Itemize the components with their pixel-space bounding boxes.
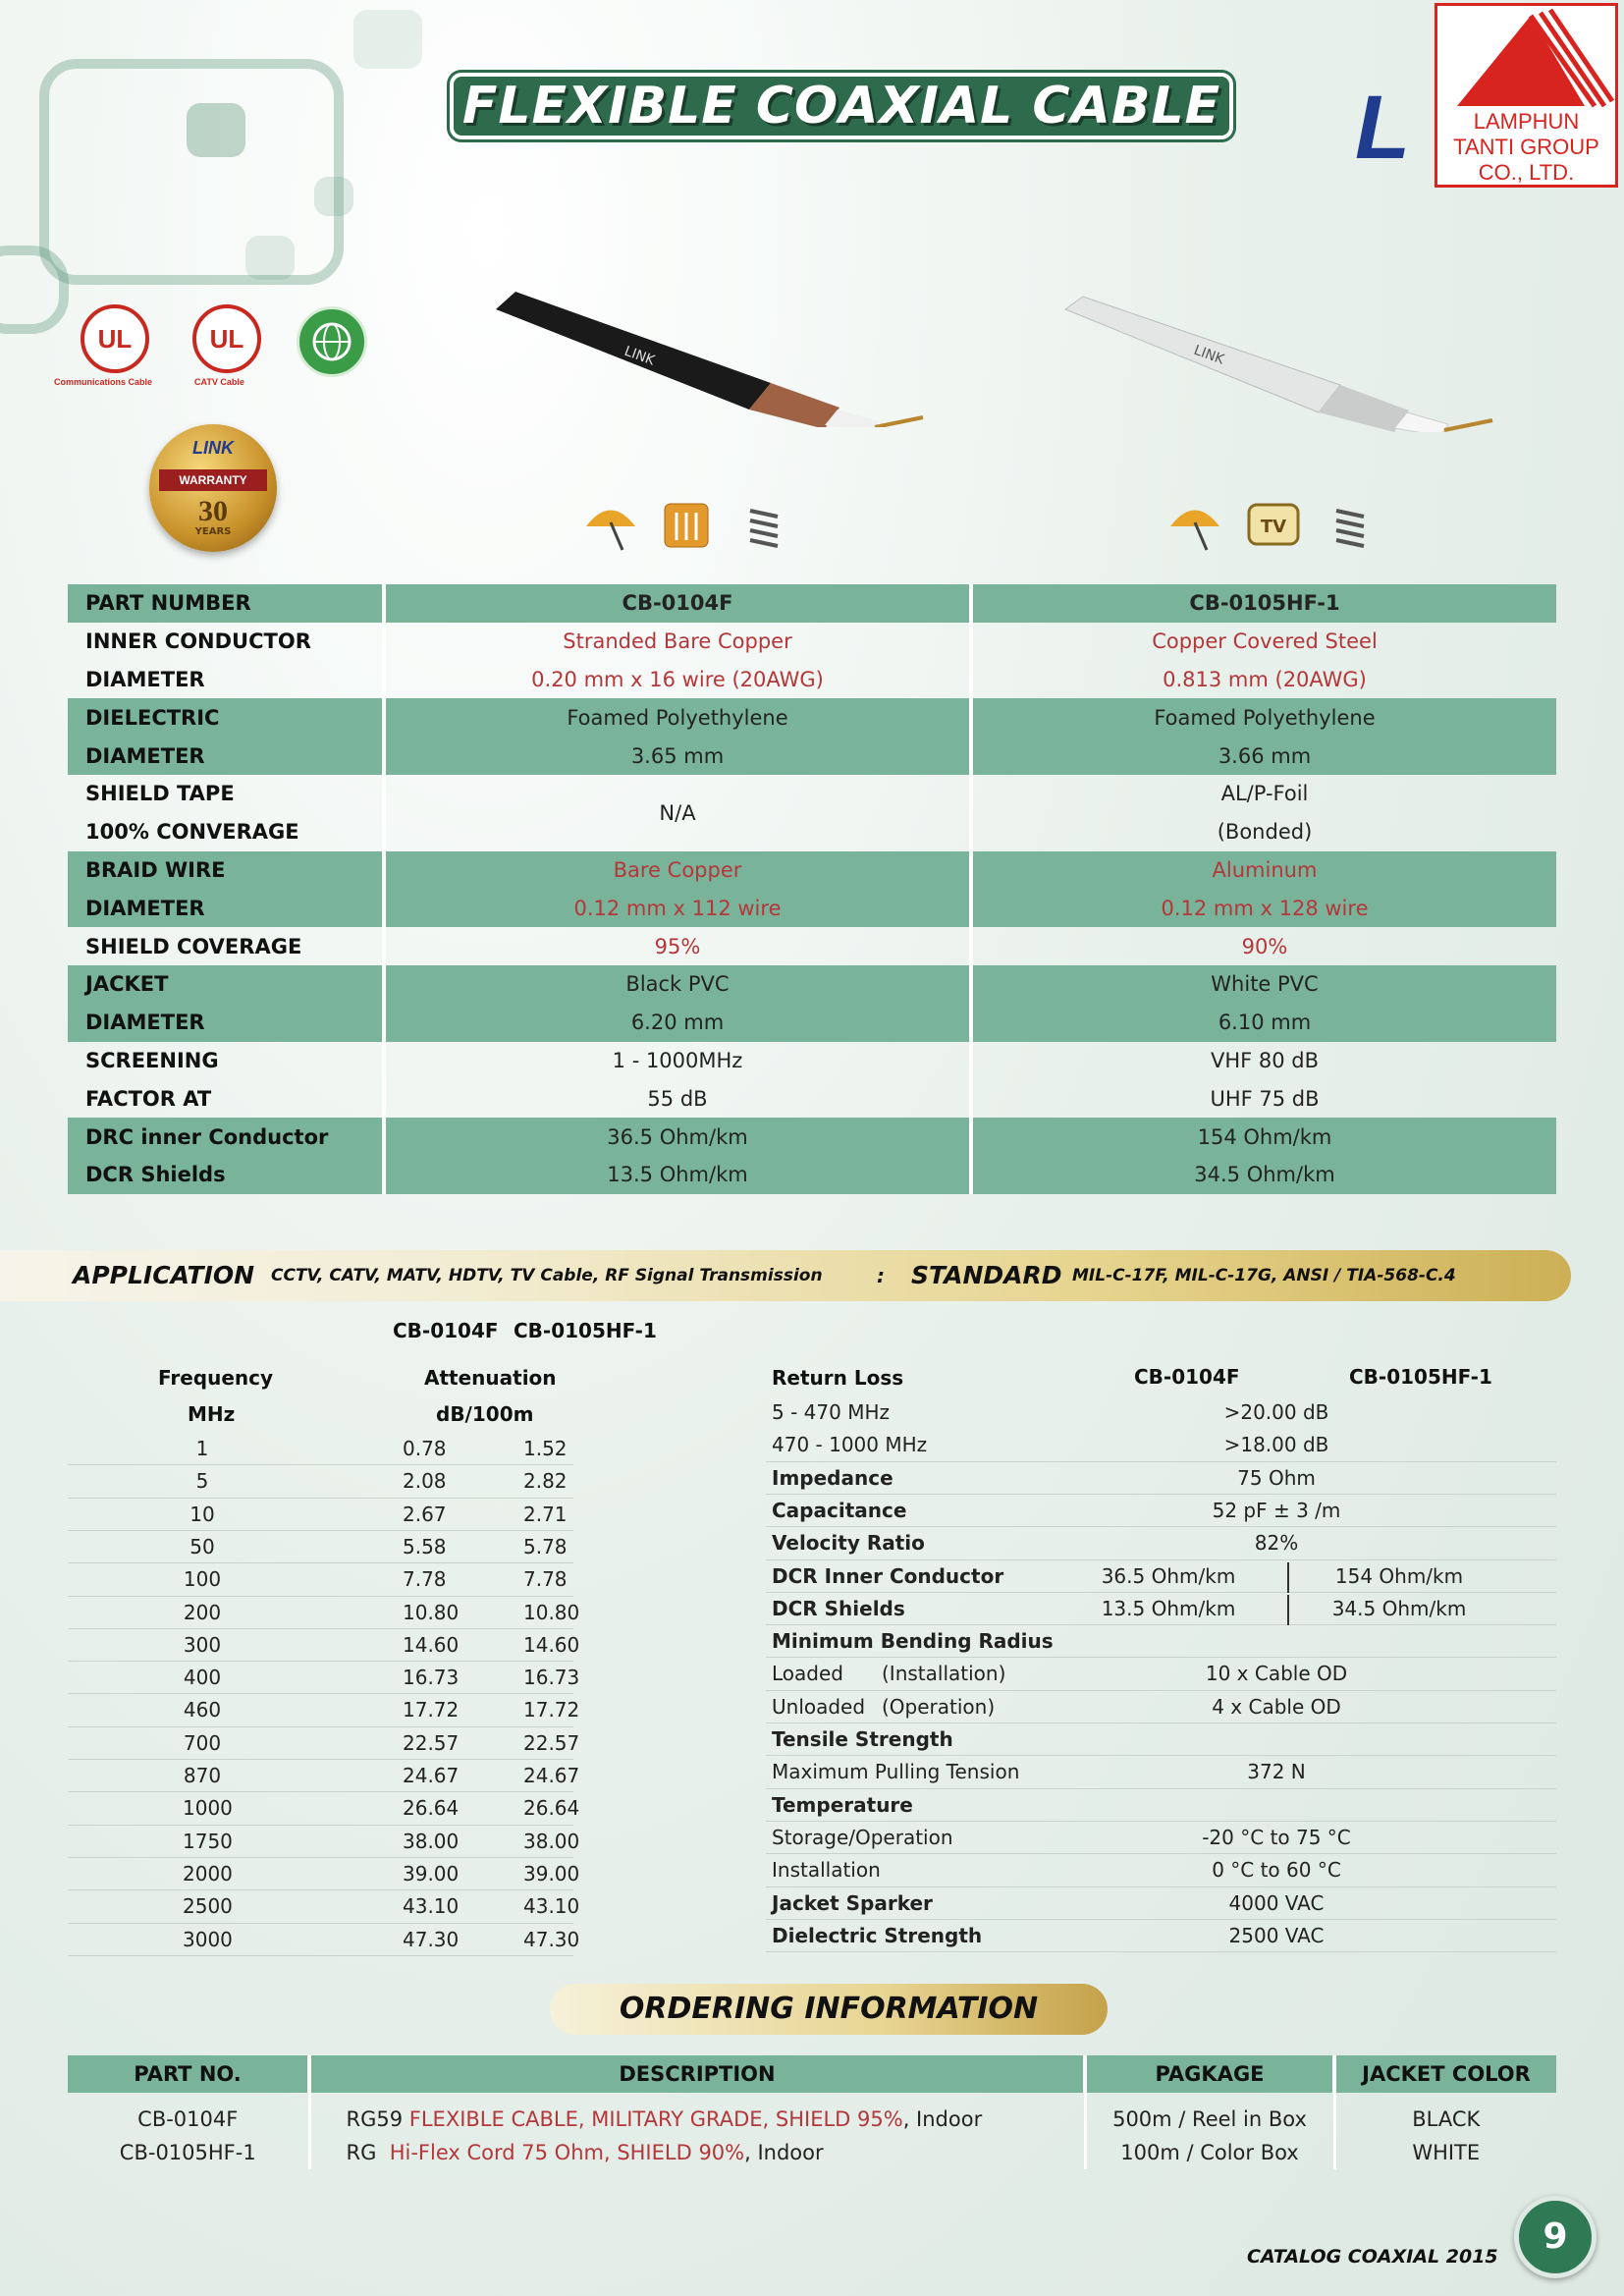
frequency-value: 870 (183, 1764, 222, 1787)
spec-value: 0.20 mm x 16 wire (20AWG) (384, 661, 971, 699)
attenuation-value-cb0105hf1: 39.00 (523, 1861, 580, 1886)
decor-frame (0, 246, 69, 334)
row-divider (68, 1726, 573, 1727)
property-value: 10 x Cable OD (1205, 1662, 1348, 1686)
warranty-label: WARRANTY (159, 469, 267, 491)
spec-value: 0.813 mm (20AWG) (971, 661, 1556, 699)
spec-value: (Bonded) (971, 813, 1556, 851)
spec-value: 3.65 mm (384, 737, 971, 775)
row-divider (68, 1661, 573, 1662)
description-suffix: , Indoor (744, 2141, 824, 2164)
cable-print: LINK (622, 343, 657, 369)
frequency-value: 3000 (183, 1927, 233, 1951)
row-divider (68, 1825, 573, 1826)
table-row (68, 2093, 1556, 2136)
frequency-value: 1000 (183, 1796, 233, 1821)
property-label: DCR Inner Conductor (772, 1563, 1004, 1588)
spec-label: FACTOR AT (85, 1086, 212, 1111)
spec-value: N/A (384, 775, 971, 851)
attenuation-value-cb0105hf1: 5.78 (523, 1534, 568, 1558)
column-label: PART NUMBER (68, 584, 384, 623)
spec-value: 55 dB (384, 1079, 971, 1118)
table-row (68, 851, 1556, 890)
row-divider (68, 1791, 573, 1792)
tv-icon (1247, 499, 1300, 548)
spec-value: 3.66 mm (971, 737, 1556, 775)
umbrella-icon (581, 499, 640, 553)
property-value: 2500 VAC (1228, 1923, 1325, 1947)
application-label: APPLICATION (73, 1261, 255, 1289)
property-value-cb0104f: 13.5 Ohm/km (1101, 1596, 1236, 1620)
property-value-cb0105hf1: 34.5 Ohm/km (1331, 1596, 1467, 1620)
page-title: FLEXIBLE COAXIAL CABLE (454, 77, 1229, 136)
standard-label: STANDARD (911, 1261, 1062, 1289)
spec-table (68, 584, 1556, 1194)
return-loss-header: Return Loss (772, 1366, 904, 1390)
black-cable-image (486, 290, 938, 427)
row-divider (68, 1923, 573, 1924)
table-row (68, 1079, 1556, 1118)
warranty-brand: LINK (192, 438, 234, 458)
description-suffix: , Indoor (902, 2107, 983, 2131)
frequency-value: 1750 (183, 1829, 233, 1853)
table-row (68, 1004, 1556, 1042)
row-divider (68, 1562, 573, 1563)
frequency-value: 2500 (183, 1894, 233, 1919)
frequency-value: 400 (183, 1666, 222, 1690)
attenuation-value-cb0104f: 17.72 (403, 1698, 460, 1722)
package: 500m / Reel in Box (1085, 2093, 1334, 2136)
frequency-value: 2000 (183, 1861, 233, 1886)
row-divider (68, 1628, 573, 1629)
property-value-cb0105hf1: 154 Ohm/km (1334, 1563, 1464, 1588)
spec-value: 0.12 mm x 128 wire (971, 889, 1556, 927)
property-value: 4000 VAC (1228, 1890, 1325, 1915)
column-header: JACKET COLOR (1334, 2055, 1556, 2093)
link-brand-logo: L (1355, 78, 1411, 178)
spec-value: 95% (384, 927, 971, 965)
page-number: 9 (1514, 2196, 1597, 2278)
decor-tile (314, 177, 353, 216)
spec-label: BRAID WIRE (68, 851, 384, 890)
spec-value: Copper Covered Steel (971, 623, 1556, 661)
attenuation-value-cb0105hf1: 26.64 (523, 1796, 580, 1821)
property-value: >18.00 dB (1223, 1433, 1329, 1457)
property-col-header: CB-0104F (1134, 1365, 1240, 1389)
company-name-line: CO., LTD. (1478, 160, 1575, 185)
property-label: DCR Shields (772, 1596, 905, 1620)
spec-value: 90% (971, 927, 1556, 965)
badge-caption: CATV Cable (194, 377, 244, 387)
model-header: CB-0104F (393, 1319, 499, 1342)
property-value: >20.00 dB (1223, 1400, 1329, 1424)
warranty-seal (149, 424, 277, 552)
attenuation-value-cb0105hf1: 47.30 (523, 1927, 580, 1951)
ul-badge-icon: UL (192, 304, 261, 373)
attenuation-value-cb0104f: 16.73 (403, 1666, 460, 1690)
attenuation-value-cb0104f: 14.60 (403, 1632, 460, 1657)
spec-label: DIAMETER (68, 889, 384, 927)
attenuation-value-cb0105hf1: 17.72 (523, 1698, 580, 1722)
table-header-row (68, 2055, 1556, 2093)
badge-caption: Communications Cable (54, 377, 153, 387)
application-bar (0, 1250, 1571, 1301)
table-row (68, 1118, 1556, 1156)
spec-label: DIAMETER (85, 667, 205, 691)
attenuation-value-cb0105hf1: 7.78 (523, 1567, 568, 1592)
property-value: 4 x Cable OD (1212, 1694, 1341, 1719)
property-value: 372 N (1247, 1760, 1306, 1784)
attenuation-unit: dB/100m (436, 1402, 534, 1426)
spec-value: UHF 75 dB (971, 1079, 1556, 1118)
property-label: Impedance (772, 1465, 893, 1490)
description-prefix: RG (346, 2141, 390, 2164)
spec-label: DIAMETER (68, 737, 384, 775)
property-sublabel: (Installation) (882, 1662, 1006, 1686)
attenuation-value-cb0104f: 26.64 (403, 1796, 460, 1821)
spec-value: 0.12 mm x 112 wire (384, 889, 971, 927)
application-separator: : (877, 1264, 885, 1287)
company-name-line: TANTI GROUP (1453, 135, 1599, 159)
attenuation-value-cb0105hf1: 10.80 (523, 1600, 580, 1624)
spec-label: DCR Shields (68, 1156, 384, 1194)
spec-label: SCREENING (85, 1048, 219, 1072)
property-label: 5 - 470 MHz (772, 1400, 890, 1424)
attenuation-value-cb0104f: 39.00 (403, 1861, 460, 1886)
spec-label: SHIELD TAPE (85, 782, 235, 806)
umbrella-icon (1165, 499, 1224, 553)
property-value-cb0104f: 36.5 Ohm/km (1101, 1563, 1236, 1588)
attenuation-header: Attenuation (424, 1366, 557, 1390)
row-divider (68, 1498, 573, 1499)
property-label: Temperature (772, 1792, 913, 1817)
property-label: Tensile Strength (772, 1727, 953, 1751)
property-value: 82% (1254, 1531, 1299, 1556)
description-highlight: Hi-Flex Cord 75 Ohm, SHIELD 90% (389, 2141, 745, 2164)
property-sublabel: (Operation) (882, 1694, 996, 1719)
attenuation-value-cb0104f: 43.10 (403, 1894, 460, 1919)
table-row (68, 623, 1556, 661)
spec-value: White PVC (971, 965, 1556, 1004)
property-value: 75 Ohm (1237, 1465, 1316, 1490)
spec-value: 36.5 Ohm/km (384, 1118, 971, 1156)
frequency-value: 700 (183, 1730, 222, 1755)
property-label: Jacket Sparker (772, 1890, 933, 1915)
decor-tile (353, 10, 422, 69)
property-label: 470 - 1000 MHz (772, 1433, 928, 1457)
cable-print: LINK (1191, 342, 1226, 368)
row-divider (68, 1596, 573, 1597)
white-cable-image (1056, 295, 1507, 432)
table-row (68, 1042, 1556, 1080)
property-value: 52 pF ± 3 /m (1212, 1498, 1341, 1522)
ul-badge-icon: UL (81, 304, 149, 373)
row-divider (68, 1693, 573, 1694)
table-row (68, 927, 1556, 965)
attenuation-value-cb0105hf1: 16.73 (523, 1666, 580, 1690)
spec-value: Bare Copper (384, 851, 971, 890)
column-header: CB-0105HF-1 (971, 584, 1556, 623)
package: 100m / Color Box (1085, 2136, 1334, 2169)
spring-icon (744, 503, 784, 552)
frequency-value: 1 (195, 1437, 209, 1460)
property-value: 0 °C to 60 °C (1212, 1858, 1341, 1883)
spec-value: AL/P-Foil (971, 775, 1556, 813)
spec-value: 6.20 mm (384, 1004, 971, 1042)
spec-value: 34.5 Ohm/km (971, 1156, 1556, 1194)
frequency-value: 100 (183, 1567, 222, 1592)
attenuation-value-cb0104f: 2.08 (403, 1469, 447, 1494)
warranty-years: 30 (198, 495, 228, 527)
property-label: Loaded (772, 1662, 843, 1686)
table-row (68, 965, 1556, 1004)
rohs-globe-icon (297, 306, 367, 377)
table-row (68, 584, 1556, 623)
frequency-unit: MHz (188, 1402, 236, 1426)
spec-label: DIAMETER (68, 1004, 384, 1042)
property-label: Velocity Ratio (772, 1531, 925, 1556)
frequency-header: Frequency (158, 1366, 274, 1390)
property-label: Dielectric Strength (772, 1923, 983, 1947)
row-divider (68, 1889, 573, 1890)
spec-label: DIELECTRIC (68, 698, 384, 737)
row-divider (68, 1857, 573, 1858)
spec-value: 1 - 1000MHz (384, 1042, 971, 1080)
attenuation-value-cb0104f: 22.57 (403, 1730, 460, 1755)
frequency-value: 460 (183, 1698, 222, 1722)
table-row (68, 889, 1556, 927)
model-header: CB-0105HF-1 (514, 1319, 657, 1342)
property-value: -20 °C to 75 °C (1202, 1825, 1351, 1849)
frequency-value: 5 (195, 1469, 209, 1494)
description (309, 2093, 1085, 2136)
spec-label: JACKET (68, 965, 384, 1004)
frequency-value: 300 (183, 1632, 222, 1657)
decor-tile (187, 103, 245, 157)
spec-value: VHF 80 dB (971, 1042, 1556, 1080)
ordering-table (68, 2055, 1556, 2169)
row-divider (68, 1464, 573, 1465)
spec-value: Foamed Polyethylene (971, 698, 1556, 737)
frequency-value: 200 (183, 1600, 222, 1624)
standard-text: MIL-C-17F, MIL-C-17G, ANSI / TIA-568-C.4 (1072, 1266, 1456, 1285)
frequency-value: 10 (189, 1502, 215, 1526)
description (309, 2136, 1085, 2169)
attenuation-value-cb0105hf1: 24.67 (523, 1764, 580, 1787)
application-text: CCTV, CATV, MATV, HDTV, TV Cable, RF Signal Transmission (271, 1266, 823, 1285)
column-header: DESCRIPTION (309, 2055, 1085, 2093)
table-row (68, 737, 1556, 775)
attenuation-value-cb0105hf1: 2.71 (523, 1502, 568, 1526)
attenuation-value-cb0105hf1: 43.10 (523, 1894, 580, 1919)
jacket-color: BLACK (1334, 2093, 1556, 2136)
adjust-icon (664, 503, 709, 548)
company-logo (1435, 3, 1618, 188)
column-header: PART NO. (68, 2055, 309, 2093)
property-label: Minimum Bending Radius (772, 1629, 1054, 1654)
attenuation-value-cb0104f: 24.67 (403, 1764, 460, 1787)
catalog-footer: CATALOG COAXIAL 2015 (1247, 2246, 1498, 2268)
spec-value: Foamed Polyethylene (384, 698, 971, 737)
spec-value: 13.5 Ohm/km (384, 1156, 971, 1194)
property-label: Unloaded (772, 1694, 866, 1719)
attenuation-value-cb0104f: 38.00 (403, 1829, 460, 1853)
spec-value: Aluminum (971, 851, 1556, 890)
ordering-title: ORDERING INFORMATION (550, 1984, 1108, 2035)
spec-label: 100% CONVERAGE (85, 820, 299, 845)
svg-text:TV: TV (1260, 517, 1287, 537)
attenuation-value-cb0104f: 2.67 (403, 1502, 447, 1526)
decor-frame (39, 59, 344, 285)
spec-value: 6.10 mm (971, 1004, 1556, 1042)
triangle-logo-icon (1437, 8, 1615, 116)
table-row (68, 775, 1556, 813)
table-row (68, 698, 1556, 737)
row-divider (68, 1955, 573, 1956)
table-row (68, 661, 1556, 699)
company-name-line: LAMPHUN (1473, 109, 1580, 134)
table-row (68, 1156, 1556, 1194)
attenuation-value-cb0105hf1: 38.00 (523, 1829, 580, 1853)
property-label: Maximum Pulling Tension (772, 1760, 1020, 1784)
spec-label: SHIELD COVERAGE (85, 934, 302, 958)
description-highlight: FLEXIBLE CABLE, MILITARY GRADE, SHIELD 95% (408, 2107, 903, 2131)
description-prefix: RG59 (346, 2107, 409, 2131)
spec-value: Black PVC (384, 965, 971, 1004)
property-label: Installation (772, 1858, 881, 1883)
attenuation-value-cb0105hf1: 14.60 (523, 1632, 580, 1657)
value-separator (1287, 1595, 1289, 1625)
attenuation-value-cb0104f: 5.58 (403, 1534, 447, 1558)
column-header: CB-0104F (384, 584, 971, 623)
attenuation-value-cb0105hf1: 1.52 (523, 1437, 568, 1460)
spring-icon (1330, 503, 1370, 552)
attenuation-value-cb0104f: 0.78 (403, 1437, 447, 1460)
attenuation-value-cb0104f: 10.80 (403, 1600, 460, 1624)
attenuation-value-cb0105hf1: 2.82 (523, 1469, 568, 1494)
attenuation-value-cb0104f: 47.30 (403, 1927, 460, 1951)
jacket-color: WHITE (1334, 2136, 1556, 2169)
attenuation-value-cb0105hf1: 22.57 (523, 1730, 580, 1755)
frequency-value: 50 (189, 1534, 215, 1558)
spec-value: 154 Ohm/km (971, 1118, 1556, 1156)
spec-label: DRC inner Conductor (68, 1118, 384, 1156)
property-label: Storage/Operation (772, 1825, 953, 1849)
spec-value: Stranded Bare Copper (384, 623, 971, 661)
row-divider (68, 1530, 573, 1531)
part-no: CB-0105HF-1 (119, 2141, 256, 2164)
part-no: CB-0104F (137, 2107, 239, 2131)
decor-tile (245, 236, 295, 280)
table-row (68, 2136, 1556, 2169)
row-divider (68, 1759, 573, 1760)
warranty-unit: YEARS (194, 526, 232, 537)
spec-label: INNER CONDUCTOR (85, 629, 311, 654)
property-col-header: CB-0105HF-1 (1349, 1365, 1492, 1389)
value-separator (1287, 1562, 1289, 1593)
column-header: PAGKAGE (1085, 2055, 1334, 2093)
property-label: Capacitance (772, 1498, 907, 1522)
attenuation-value-cb0104f: 7.78 (403, 1567, 447, 1592)
